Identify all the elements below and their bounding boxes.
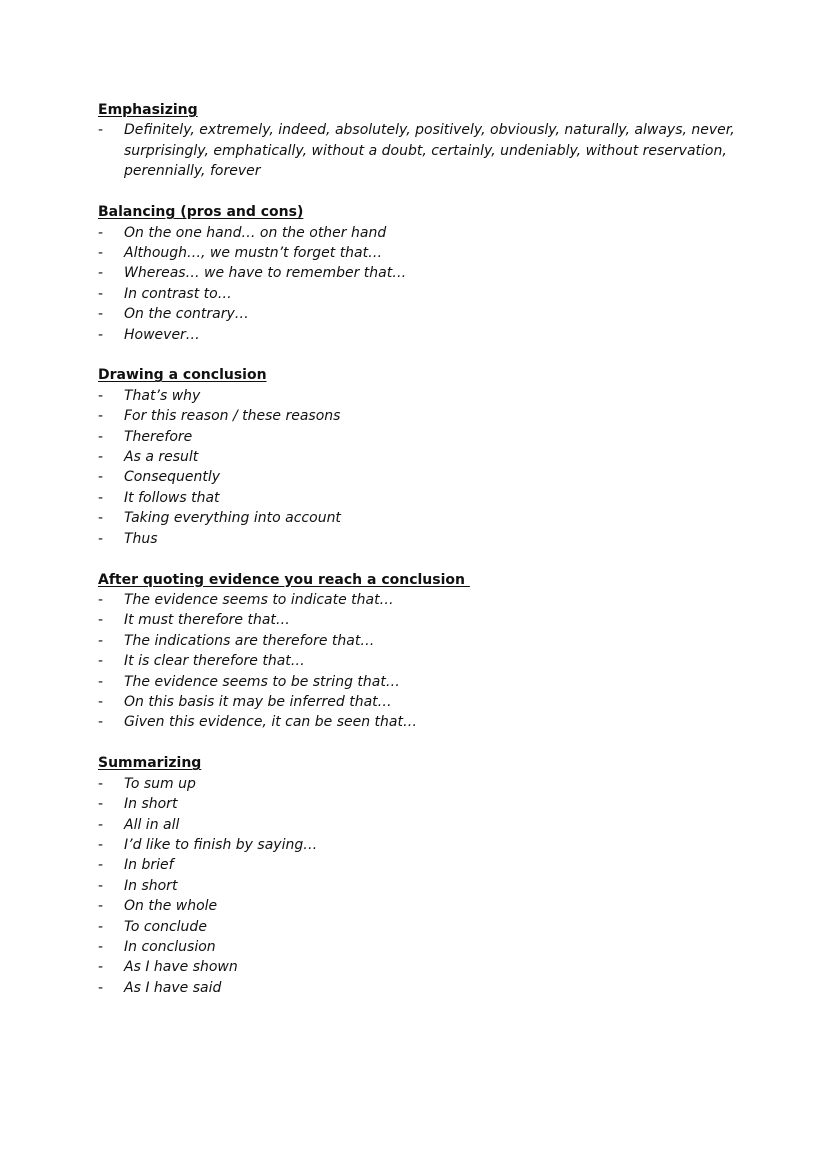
bullet-dash: - <box>98 489 104 506</box>
list-item <box>98 855 738 875</box>
bullet-dash: - <box>98 775 104 792</box>
bullet-dash: - <box>98 244 104 261</box>
phrase-text: However… <box>124 326 200 343</box>
list-item <box>98 937 738 957</box>
bullet-dash: - <box>98 387 104 404</box>
list-item <box>98 610 738 630</box>
phrase-text: In conclusion <box>124 938 216 955</box>
bullet-dash: - <box>98 796 104 813</box>
phrase-text: On this basis it may be inferred that… <box>124 694 392 710</box>
phrase-text: Given this evidence, it can be seen that… <box>124 714 417 731</box>
bullet-dash: - <box>98 857 104 874</box>
list-item <box>98 223 738 243</box>
phrase-text: On the whole <box>124 898 218 915</box>
list-item <box>98 876 738 896</box>
section-heading: Summarizing <box>98 755 202 772</box>
phrase-text: To sum up <box>124 775 196 792</box>
phrase-text: For this reason / these reasons <box>124 408 341 425</box>
phrase-text: Thus <box>124 530 158 547</box>
section-heading: Emphasizing <box>98 102 198 118</box>
phrase-text: It follows that <box>124 489 220 506</box>
list-item <box>98 896 738 916</box>
phrase-list <box>98 590 738 733</box>
bullet-dash: - <box>98 918 104 935</box>
phrase-text: To conclude <box>124 918 207 935</box>
list-item <box>98 978 738 998</box>
list-item <box>98 488 738 508</box>
list-item <box>98 263 738 283</box>
bullet-dash: - <box>98 224 104 241</box>
list-item <box>98 794 738 814</box>
phrase-text: The evidence seems to indicate that… <box>124 591 394 608</box>
section-evidence-conclusion <box>98 570 738 733</box>
phrase-list <box>98 774 738 998</box>
bullet-dash: - <box>98 408 104 425</box>
list-item <box>98 284 738 304</box>
phrase-text: Taking everything into account <box>124 510 341 527</box>
phrase-text: Therefore <box>124 428 193 445</box>
section-drawing-conclusion <box>98 365 738 549</box>
list-item <box>98 815 738 835</box>
phrase-text: Definitely, extremely, indeed, absolutely, positively, obviously, naturally, always, never, surprisingly, emphatically, without a doubt, certainly, undeniably, without reservation, perennially, forever <box>124 122 735 180</box>
bullet-dash: - <box>98 673 104 690</box>
bullet-dash: - <box>98 306 104 323</box>
bullet-dash: - <box>98 265 104 282</box>
bullet-dash: - <box>98 449 104 466</box>
list-item <box>98 835 738 855</box>
bullet-dash: - <box>98 285 104 302</box>
phrase-text: It must therefore that… <box>124 612 290 629</box>
list-item <box>98 508 738 528</box>
section-heading: Drawing a conclusion <box>98 367 267 384</box>
bullet-dash: - <box>98 898 104 915</box>
section-balancing <box>98 202 738 345</box>
phrase-text: Consequently <box>124 469 221 486</box>
list-item <box>98 672 738 692</box>
list-item <box>98 467 738 487</box>
phrase-list <box>98 386 738 549</box>
phrase-text: In brief <box>124 857 174 874</box>
phrase-list <box>98 120 738 181</box>
section-summarizing <box>98 753 738 998</box>
list-item <box>98 447 738 467</box>
bullet-dash: - <box>98 530 104 547</box>
list-item <box>98 712 738 732</box>
bullet-dash: - <box>98 591 104 608</box>
document-page <box>98 100 738 1019</box>
list-item <box>98 774 738 794</box>
bullet-dash: - <box>98 959 104 976</box>
bullet-dash: - <box>98 653 104 670</box>
phrase-text: The indications are therefore that… <box>124 632 375 649</box>
section-heading: Balancing (pros and cons) <box>98 204 304 221</box>
list-item <box>98 651 738 671</box>
bullet-dash: - <box>98 877 104 894</box>
bullet-dash: - <box>98 612 104 629</box>
list-item <box>98 120 738 181</box>
list-item <box>98 325 738 345</box>
phrase-text: As I have shown <box>124 959 238 976</box>
list-item <box>98 590 738 610</box>
bullet-dash: - <box>98 469 104 486</box>
phrase-text: Whereas… we have to remember that… <box>124 265 407 282</box>
phrase-text: That’s why <box>124 387 201 404</box>
phrase-text: Although…, we mustn’t forget that… <box>124 244 383 261</box>
bullet-dash: - <box>98 326 104 343</box>
list-item <box>98 243 738 263</box>
list-item <box>98 304 738 324</box>
bullet-dash: - <box>98 714 104 731</box>
bullet-dash: - <box>98 938 104 955</box>
list-item <box>98 406 738 426</box>
list-item <box>98 692 738 712</box>
list-item <box>98 957 738 977</box>
list-item <box>98 529 738 549</box>
phrase-text: On the one hand… on the other hand <box>124 224 387 241</box>
phrase-text: All in all <box>124 816 180 833</box>
section-emphasizing <box>98 100 738 182</box>
phrase-text: On the contrary… <box>124 306 249 323</box>
phrase-text: In short <box>124 877 178 894</box>
section-heading: After quoting evidence you reach a conclusion <box>98 571 470 588</box>
bullet-dash: - <box>98 428 104 445</box>
list-item <box>98 386 738 406</box>
bullet-dash: - <box>98 816 104 833</box>
list-item <box>98 427 738 447</box>
phrase-text: As I have said <box>124 979 222 996</box>
list-item <box>98 917 738 937</box>
bullet-dash: - <box>98 632 104 649</box>
bullet-dash: - <box>98 122 104 139</box>
phrase-text: I’d like to finish by saying… <box>124 836 318 853</box>
list-item <box>98 631 738 651</box>
bullet-dash: - <box>98 694 104 710</box>
phrase-list <box>98 223 738 345</box>
phrase-text: In short <box>124 796 178 813</box>
bullet-dash: - <box>98 979 104 996</box>
bullet-dash: - <box>98 510 104 527</box>
bullet-dash: - <box>98 836 104 853</box>
phrase-text: In contrast to… <box>124 285 232 302</box>
phrase-text: As a result <box>124 449 199 466</box>
phrase-text: It is clear therefore that… <box>124 653 305 670</box>
phrase-text: The evidence seems to be string that… <box>124 673 400 690</box>
